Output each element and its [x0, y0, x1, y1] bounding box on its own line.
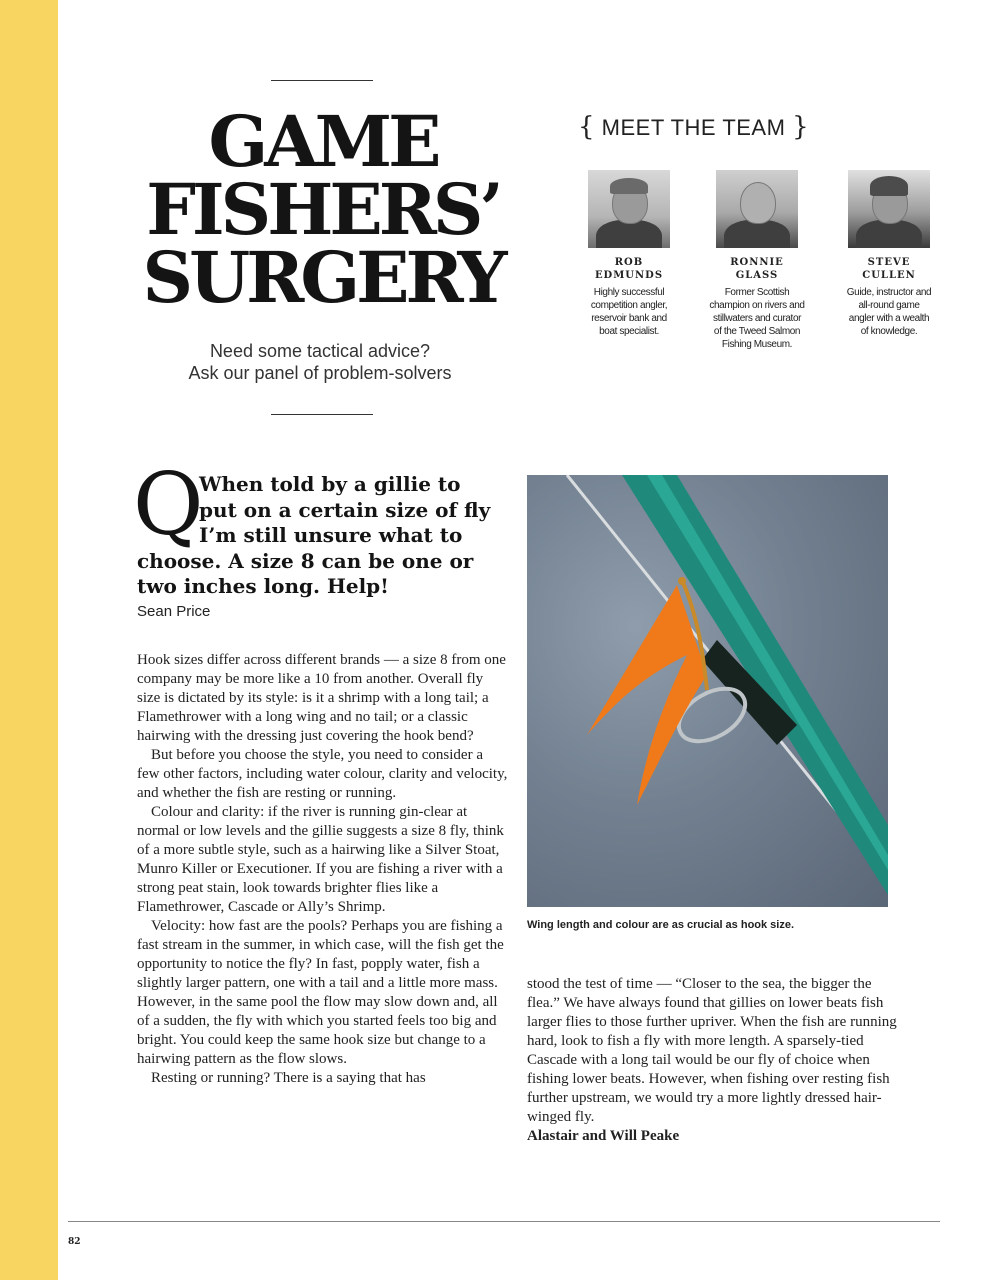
- question-dropcap: Q: [133, 455, 204, 555]
- brace-open: {: [578, 112, 596, 142]
- title-line-1: GAME: [208, 100, 438, 183]
- page-title: [118, 100, 528, 319]
- member-first-name: ROB: [614, 257, 644, 268]
- question-asker: Sean Price: [137, 603, 211, 620]
- answer-column-1: [137, 651, 509, 1088]
- brace-close: }: [792, 112, 810, 142]
- fly-on-rod-photo: [527, 475, 888, 907]
- team-member-rob: [574, 170, 684, 338]
- bio-line: boat specialist.: [599, 326, 659, 337]
- team-member-steve: [834, 170, 944, 338]
- answer-byline: Alastair and Will Peake: [527, 1128, 680, 1144]
- photo-caption: Wing length and colour are as crucial as hook size.: [527, 919, 795, 931]
- bio-line: Guide, instructor and: [846, 287, 932, 298]
- fly-illustration: [527, 475, 888, 907]
- question-line-2: put on a certain size of fly: [199, 497, 491, 522]
- portrait-face: [740, 182, 776, 224]
- meet-the-team-heading: [578, 112, 810, 142]
- member-name: [834, 256, 944, 282]
- question-line-4: choose. A size 8 can be one or: [137, 548, 474, 573]
- page-number: 82: [68, 1237, 81, 1247]
- footer-rule: [68, 1221, 940, 1222]
- meet-the-team-label: MEET THE TEAM: [601, 115, 786, 140]
- member-last-name: GLASS: [735, 270, 779, 281]
- hook-eye: [678, 577, 686, 585]
- bio-line: reservoir bank and: [591, 313, 667, 324]
- member-first-name: RONNIE: [730, 257, 784, 268]
- member-last-name: EDMUNDS: [594, 270, 664, 281]
- bio-line: of knowledge.: [860, 326, 918, 337]
- answer-paragraph: Resting or running? There is a saying that has: [151, 1070, 426, 1086]
- title-line-2: FISHERS’: [146, 168, 500, 251]
- answer-paragraph: Velocity: how fast are the pools? Perhaps you are fishing a fast stream in the summer, in which case, will the fish get the opportunity to notice the fly? In fast, popply water, fish a slightly larger pattern, one with a tail and a little more mass. However, in the same pool the flow may slow down and, all of a sudden, the fly with which you started feels too big and bright. You could keep the same hook size but change to a hairwing pattern as the flow slows.: [137, 918, 504, 1067]
- subtitle-line-2: Ask our panel of problem-solvers: [188, 363, 452, 383]
- bottom-divider: [271, 414, 373, 415]
- question-line-1: When told by a gillie to: [199, 472, 461, 496]
- subtitle-line-1: Need some tactical advice?: [209, 341, 431, 361]
- member-bio: [702, 286, 812, 351]
- portrait-ronnie: [716, 170, 798, 248]
- member-last-name: CULLEN: [862, 270, 916, 281]
- member-bio: [574, 286, 684, 338]
- yellow-side-stripe: [0, 0, 58, 1280]
- answer-paragraph: Colour and clarity: if the river is running gin-clear at normal or low levels and the gillie suggests a size 8 fly, think of a more subtle style, such as a hairwing like a Silver Stoat, Munro Killer or Executioner. If you are fishing a river with a strong peat stain, look towards brighter flies like a Flamethrower, Cascade or Ally’s Shrimp.: [137, 804, 504, 915]
- subtitle: [130, 340, 510, 384]
- member-name: [702, 256, 812, 282]
- bio-line: competition angler,: [590, 300, 668, 311]
- member-name: [574, 256, 684, 282]
- team-member-ronnie: [702, 170, 812, 351]
- portrait-shoulders: [596, 220, 662, 248]
- bio-line: stillwaters and curator: [712, 313, 802, 324]
- portrait-shoulders: [856, 220, 922, 248]
- bio-line: all-round game: [858, 300, 920, 311]
- question-line-5: two inches long. Help!: [137, 574, 389, 598]
- portrait-cap: [610, 178, 648, 194]
- question-text: [137, 472, 517, 600]
- bio-line: Former Scottish: [724, 287, 790, 298]
- bio-line: Fishing Museum.: [721, 339, 793, 350]
- portrait-beanie: [870, 176, 908, 196]
- portrait-rob: [588, 170, 670, 248]
- portrait-shoulders: [724, 220, 790, 248]
- answer-paragraph: stood the test of time — “Closer to the sea, the bigger the flea.” We have always found that gillies on lower beats fish larger flies to those further upriver. When the fish are running hard, look to fish a fly with more length. A sparsely-tied Cascade with a long tail would be our fly of choice when fishing lower beats. However, when fishing over resting fish further upstream, we would try a more lightly dressed hair-winged fly.: [527, 976, 897, 1125]
- bio-line: Highly successful: [593, 287, 665, 298]
- member-first-name: STEVE: [867, 257, 911, 268]
- bio-line: angler with a wealth: [848, 313, 930, 324]
- answer-paragraph: But before you choose the style, you need to consider a few other factors, including water colour, clarity and velocity, and whether the fish are resting or running.: [137, 747, 508, 801]
- title-line-3: SURGERY: [142, 236, 504, 319]
- answer-paragraph: Hook sizes differ across different brands — a size 8 from one company may be more like a 10 from another. Overall fly size is dictated by its style: is it a shrimp with a long tail; a Flamethrower with a long wing and no tail; or a classic hairwing with the dressing just covering the hook bend?: [137, 652, 506, 744]
- answer-column-2: [527, 975, 897, 1146]
- question-line-3: I’m still unsure what to: [199, 523, 463, 547]
- bio-line: of the Tweed Salmon: [713, 326, 801, 337]
- bio-line: champion on rivers and: [709, 300, 805, 311]
- member-bio: [834, 286, 944, 338]
- top-divider: [271, 80, 373, 81]
- portrait-steve: [848, 170, 930, 248]
